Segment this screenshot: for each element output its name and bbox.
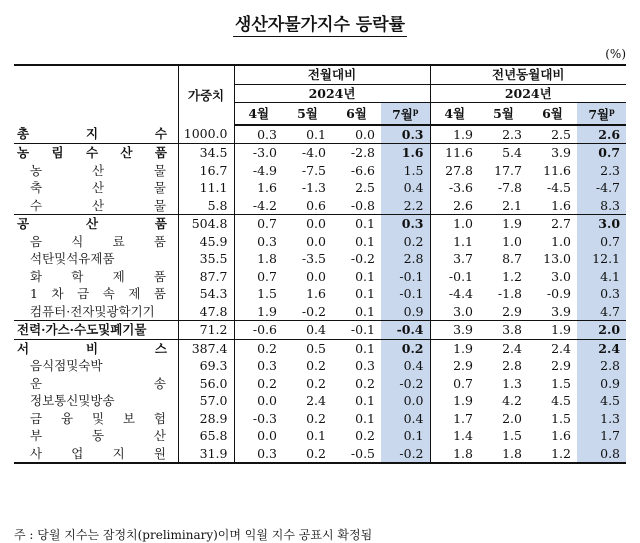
- yoy-cell: -1.8: [497, 286, 522, 302]
- yoy-cell: 4.5: [577, 392, 626, 410]
- row-label: 사 업 지 원: [14, 445, 178, 464]
- mom-cell: 0.7: [234, 215, 283, 233]
- yoy-cell: 4.7: [577, 303, 626, 321]
- mom-cell: 0.1: [355, 410, 375, 426]
- mom-cell: 0.2: [355, 375, 375, 391]
- row-label: 운 송: [30, 375, 166, 391]
- yoy-cell: 0.9: [577, 375, 626, 393]
- row-label: 음 식 료 품: [30, 233, 166, 249]
- mom-cell: -0.2: [381, 375, 430, 393]
- mom-cell: 0.1: [355, 268, 375, 284]
- yoy-cell: 2.4: [528, 339, 577, 357]
- yoy-cell: 2.0: [502, 410, 522, 426]
- yoy-cell: -3.6: [430, 179, 479, 197]
- yoy-cell: 8.3: [577, 197, 626, 215]
- yoy-cell: 1.0: [430, 215, 479, 233]
- mom-cell: 0.3: [234, 125, 283, 144]
- yoy-cell: 2.8: [577, 357, 626, 375]
- header-month-mom-3: 6월: [332, 103, 381, 125]
- mom-cell: -0.2: [301, 303, 326, 319]
- mom-cell: -1.3: [301, 180, 326, 196]
- mom-cell: 0.3: [234, 445, 283, 464]
- table-row: [14, 285, 626, 303]
- weight-cell: 54.3: [178, 285, 234, 303]
- mom-cell: 0.2: [381, 339, 430, 357]
- mom-cell: -0.3: [234, 410, 283, 428]
- header-yoy: 전년동월대비: [430, 65, 626, 84]
- table-row: [14, 125, 626, 144]
- yoy-cell: 1.5: [502, 428, 522, 444]
- mom-cell: 0.1: [381, 427, 430, 445]
- unit-label: (%): [605, 47, 626, 61]
- yoy-cell: 0.7: [577, 144, 626, 162]
- mom-cell: 0.3: [355, 358, 375, 374]
- yoy-cell: 4.2: [502, 393, 522, 409]
- row-label: 컴퓨터·전자및광학기기: [30, 303, 155, 319]
- yoy-cell: 3.0: [577, 215, 626, 233]
- yoy-cell: 3.9: [551, 303, 571, 319]
- mom-cell: 0.9: [381, 303, 430, 321]
- yoy-cell: 11.6: [543, 162, 571, 178]
- ppi-table: [14, 64, 626, 464]
- mom-cell: 0.2: [306, 375, 326, 391]
- yoy-cell: 2.8: [502, 358, 522, 374]
- weight-cell: 31.9: [178, 445, 234, 464]
- mom-cell: 0.1: [306, 428, 326, 444]
- row-label: 음식점및숙박: [30, 358, 103, 374]
- weight-cell: 16.7: [178, 162, 234, 180]
- mom-cell: 0.1: [332, 215, 381, 233]
- mom-cell: -3.0: [234, 144, 283, 162]
- yoy-cell: 1.5: [551, 375, 571, 391]
- mom-cell: 2.2: [381, 197, 430, 215]
- yoy-cell: 4.5: [551, 393, 571, 409]
- mom-cell: 0.3: [234, 357, 283, 375]
- mom-cell: 0.6: [306, 197, 326, 213]
- yoy-cell: 1.0: [551, 233, 571, 249]
- mom-cell: 0.1: [306, 126, 326, 142]
- mom-cell: 0.0: [306, 268, 326, 284]
- table-row: [14, 357, 626, 375]
- mom-cell: 2.8: [381, 250, 430, 268]
- yoy-cell: -0.9: [546, 286, 571, 302]
- yoy-cell: 13.0: [543, 251, 571, 267]
- mom-cell: 0.3: [234, 233, 283, 251]
- page-title: 생산자물가지수 등락률: [234, 15, 406, 35]
- yoy-cell: 2.7: [528, 215, 577, 233]
- weight-cell: 87.7: [178, 268, 234, 286]
- mom-cell: 0.2: [234, 375, 283, 393]
- mom-cell: 1.6: [234, 179, 283, 197]
- yoy-cell: 3.0: [551, 268, 571, 284]
- yoy-cell: 27.8: [430, 162, 479, 180]
- weight-cell: 56.0: [178, 375, 234, 393]
- yoy-cell: 3.8: [479, 321, 528, 340]
- row-label: 정보통신및방송: [30, 393, 115, 409]
- yoy-cell: 1.2: [502, 268, 522, 284]
- mom-cell: 0.4: [283, 321, 332, 340]
- yoy-cell: 2.9: [430, 357, 479, 375]
- mom-cell: 0.0: [234, 427, 283, 445]
- weight-cell: 1000.0: [178, 125, 234, 144]
- mom-cell: -3.5: [301, 251, 326, 267]
- yoy-cell: 0.7: [430, 375, 479, 393]
- row-label: 서 비 스: [14, 339, 178, 357]
- weight-cell: 504.8: [178, 215, 234, 233]
- yoy-cell: 3.0: [430, 303, 479, 321]
- yoy-cell: 8.7: [502, 251, 522, 267]
- yoy-cell: -7.8: [497, 180, 522, 196]
- row-label: 석탄및석유제품: [30, 251, 115, 267]
- mom-cell: -0.8: [350, 197, 375, 213]
- mom-cell: 0.1: [332, 339, 381, 357]
- row-label: 농 산 물: [30, 162, 166, 178]
- mom-cell: 1.6: [306, 286, 326, 302]
- header-month-mom-4: 7월$^p$: [381, 103, 430, 125]
- mom-cell: -6.6: [350, 162, 375, 178]
- footnote: 주 : 당월 지수는 잠정치(preliminary)이며 익월 지수 공표시 확정됨: [14, 528, 373, 542]
- yoy-cell: 2.1: [502, 197, 522, 213]
- header-weight: 가중치: [178, 65, 234, 125]
- mom-cell: 0.4: [381, 179, 430, 197]
- header-month-yoy-2: 5월: [479, 103, 528, 125]
- yoy-cell: 2.4: [479, 339, 528, 357]
- mom-cell: -4.9: [234, 162, 283, 180]
- yoy-cell: 2.9: [551, 358, 571, 374]
- yoy-cell: 1.4: [430, 427, 479, 445]
- yoy-cell: -0.1: [430, 268, 479, 286]
- yoy-cell: 2.9: [502, 303, 522, 319]
- yoy-cell: 1.9: [430, 392, 479, 410]
- yoy-cell: 17.7: [494, 162, 522, 178]
- mom-cell: 0.2: [306, 358, 326, 374]
- header-mom: 전월대비: [234, 65, 430, 84]
- mom-cell: -0.6: [234, 321, 283, 340]
- yoy-cell: -4.5: [546, 180, 571, 196]
- table-row: [14, 445, 626, 464]
- mom-cell: 0.3: [381, 215, 430, 233]
- table-row: [14, 392, 626, 410]
- weight-cell: 47.8: [178, 303, 234, 321]
- yoy-cell: 1.9: [430, 339, 479, 357]
- mom-cell: -0.1: [332, 321, 381, 340]
- yoy-cell: 0.3: [577, 285, 626, 303]
- weight-cell: 71.2: [178, 321, 234, 340]
- table-row: [14, 233, 626, 251]
- yoy-cell: 2.6: [430, 197, 479, 215]
- table-row: [14, 215, 626, 233]
- mom-cell: 0.0: [306, 233, 326, 249]
- row-label: 금 융 및 보 험: [30, 410, 166, 426]
- weight-cell: 65.8: [178, 427, 234, 445]
- header-month-yoy-3: 6월: [528, 103, 577, 125]
- row-label: 공 산 품: [14, 215, 178, 233]
- row-label: 전력·가스·수도및폐기물: [14, 321, 178, 340]
- weight-cell: 35.5: [178, 250, 234, 268]
- mom-cell: -0.2: [381, 445, 430, 464]
- mom-cell: 0.0: [381, 392, 430, 410]
- mom-cell: 1.5: [234, 285, 283, 303]
- yoy-cell: 4.1: [577, 268, 626, 286]
- yoy-cell: 1.6: [551, 428, 571, 444]
- yoy-cell: 3.9: [528, 144, 577, 162]
- mom-cell: 0.2: [355, 428, 375, 444]
- row-label: 1 차 금 속 제 품: [30, 286, 166, 302]
- yoy-cell: 1.3: [577, 410, 626, 428]
- yoy-cell: 5.4: [479, 144, 528, 162]
- yoy-cell: -4.4: [430, 285, 479, 303]
- row-label: 축 산 물: [30, 180, 166, 196]
- header-month-yoy-1: 4월: [430, 103, 479, 125]
- yoy-cell: 1.0: [502, 233, 522, 249]
- yoy-cell: 1.7: [430, 410, 479, 428]
- weight-cell: 45.9: [178, 233, 234, 251]
- yoy-cell: 2.5: [551, 126, 571, 142]
- header-month-mom-1: 4월: [234, 103, 283, 125]
- yoy-cell: 1.2: [528, 445, 577, 464]
- weight-cell: 34.5: [178, 144, 234, 162]
- mom-cell: 0.7: [234, 268, 283, 286]
- yoy-cell: 1.6: [551, 197, 571, 213]
- mom-cell: 2.5: [355, 180, 375, 196]
- weight-cell: 69.3: [178, 357, 234, 375]
- mom-cell: 0.3: [381, 125, 430, 144]
- mom-cell: -0.1: [381, 268, 430, 286]
- header-month-yoy-4: 7월$^p$: [577, 103, 626, 125]
- mom-cell: 0.1: [355, 233, 375, 249]
- mom-cell: -7.5: [301, 162, 326, 178]
- yoy-cell: 2.4: [577, 339, 626, 357]
- yoy-cell: 1.9: [479, 215, 528, 233]
- row-label: 수 산 물: [30, 197, 166, 213]
- mom-cell: 1.5: [381, 162, 430, 180]
- table-row: [14, 179, 626, 197]
- table-row: [14, 162, 626, 180]
- mom-cell: 0.2: [381, 233, 430, 251]
- row-label: 부 동 산: [30, 428, 166, 444]
- mom-cell: 2.4: [306, 393, 326, 409]
- yoy-cell: 1.1: [430, 233, 479, 251]
- row-label: 화 학 제 품: [30, 268, 166, 284]
- yoy-cell: 1.3: [502, 375, 522, 391]
- yoy-cell: -4.7: [577, 179, 626, 197]
- table-row: [14, 250, 626, 268]
- header-year-mom: 2024년: [234, 84, 430, 103]
- mom-cell: 0.0: [283, 215, 332, 233]
- table-row: [14, 375, 626, 393]
- yoy-cell: 12.1: [577, 250, 626, 268]
- mom-cell: -0.1: [381, 285, 430, 303]
- yoy-cell: 3.9: [430, 321, 479, 340]
- mom-cell: 0.2: [306, 410, 326, 426]
- row-label: 총 지 수: [17, 126, 167, 142]
- mom-cell: 0.2: [283, 445, 332, 464]
- weight-cell: 57.0: [178, 392, 234, 410]
- table-row: [14, 339, 626, 357]
- mom-cell: 0.2: [234, 339, 283, 357]
- mom-cell: 1.9: [234, 303, 283, 321]
- yoy-cell: 2.3: [577, 162, 626, 180]
- table-row: [14, 427, 626, 445]
- mom-cell: -0.2: [350, 251, 375, 267]
- yoy-cell: 1.5: [551, 410, 571, 426]
- mom-cell: 0.4: [381, 357, 430, 375]
- yoy-cell: 1.7: [577, 427, 626, 445]
- header-month-mom-2: 5월: [283, 103, 332, 125]
- table-row: [14, 321, 626, 340]
- weight-cell: 11.1: [178, 179, 234, 197]
- table-row: [14, 197, 626, 215]
- yoy-cell: 1.8: [430, 445, 479, 464]
- table-row: [14, 410, 626, 428]
- table-row: [14, 268, 626, 286]
- mom-cell: 1.8: [234, 250, 283, 268]
- table-row: [14, 303, 626, 321]
- yoy-cell: 2.0: [577, 321, 626, 340]
- mom-cell: 0.1: [355, 303, 375, 319]
- yoy-cell: 1.8: [479, 445, 528, 464]
- header-blank: [14, 65, 178, 125]
- yoy-cell: 11.6: [430, 144, 479, 162]
- yoy-cell: 1.9: [430, 125, 479, 144]
- yoy-cell: 2.3: [502, 126, 522, 142]
- mom-cell: -4.0: [283, 144, 332, 162]
- yoy-cell: 2.6: [577, 125, 626, 144]
- weight-cell: 28.9: [178, 410, 234, 428]
- mom-cell: 0.0: [234, 392, 283, 410]
- mom-cell: -4.2: [234, 197, 283, 215]
- mom-cell: 1.6: [381, 144, 430, 162]
- yoy-cell: 3.7: [430, 250, 479, 268]
- mom-cell: 0.1: [355, 286, 375, 302]
- mom-cell: 0.0: [355, 126, 375, 142]
- header-year-yoy: 2024년: [430, 84, 626, 103]
- yoy-cell: 0.7: [577, 233, 626, 251]
- mom-cell: 0.1: [355, 393, 375, 409]
- mom-cell: 0.4: [381, 410, 430, 428]
- mom-cell: 0.5: [283, 339, 332, 357]
- weight-cell: 5.8: [178, 197, 234, 215]
- yoy-cell: 1.9: [528, 321, 577, 340]
- table-row: [14, 144, 626, 162]
- yoy-cell: 0.8: [577, 445, 626, 464]
- row-label: 농 림 수 산 품: [14, 144, 178, 162]
- mom-cell: -2.8: [332, 144, 381, 162]
- mom-cell: -0.4: [381, 321, 430, 340]
- weight-cell: 387.4: [178, 339, 234, 357]
- mom-cell: -0.5: [332, 445, 381, 464]
